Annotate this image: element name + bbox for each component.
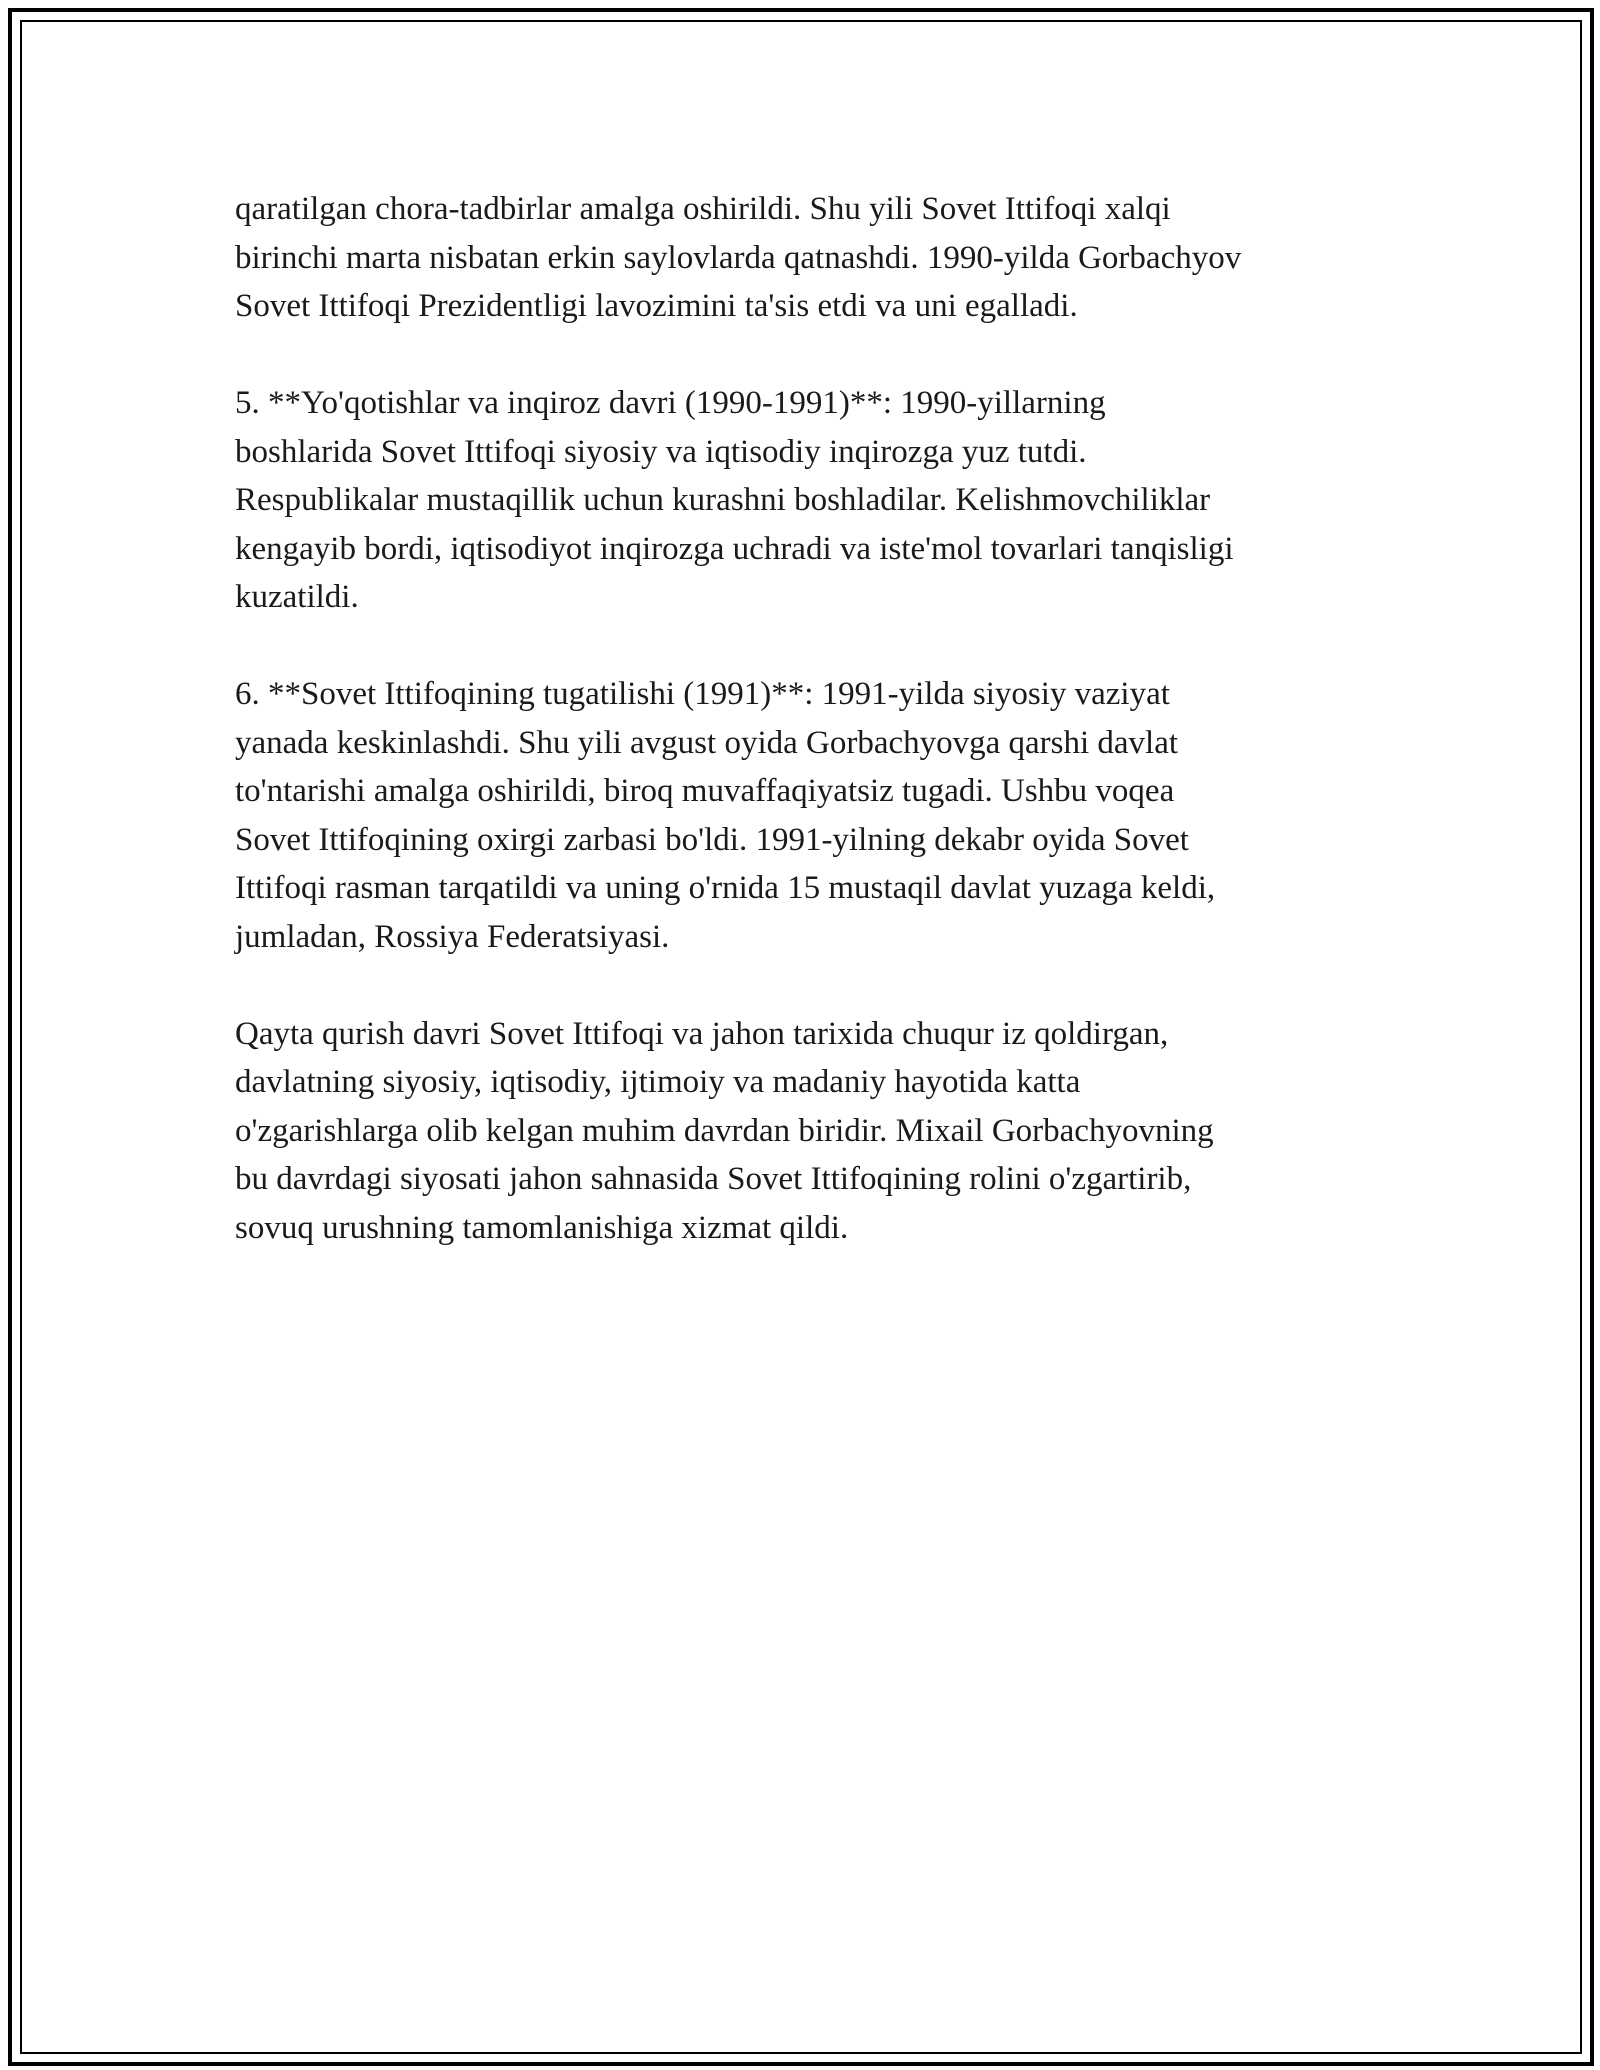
paragraph-reforms-continuation: qaratilgan chora-tadbirlar amalga oshirildi. Shu yili Sovet Ittifoqi xalqi birinchi marta nisbatan erkin saylovlarda qatnashdi. 1990-yilda Gorbachyov Sovet Ittifoqi Prezidentligi lavozimini ta'sis etdi va uni egalladi. [235,191,1242,324]
paragraph-conclusion: Qayta qurish davri Sovet Ittifoqi va jahon tarixida chuqur iz qoldirgan, davlatning siyosiy, iqtisodiy, ijtimoiy va madaniy hayotida katta o'zgarishlarga olib kelgan muhim davrdan biridir. Mixail Gorbachyovning bu davrdagi siyosati jahon sahnasida Sovet Ittifoqining rolini o'zgartirib, sovuq urushning tamomlanishiga xizmat qildi. [235,1015,1214,1246]
paragraph-dissolution: 6. **Sovet Ittifoqining tugatilishi (1991)**: 1991-yilda siyosiy vaziyat yanada keskinlashdi. Shu yili avgust oyida Gorbachyovga qarshi davlat to'ntarishi amalga oshirildi, biroq muvaffaqiyatsiz tugadi. Ushbu voqea Sovet Ittifoqining oxirgi zarbasi bo'ldi. 1991-yilning dekabr oyida Sovet Ittifoqi rasman tarqatildi va uning o'rnida 15 mustaqil davlat yuzaga keldi, jumladan, Rossiya Federatsiyasi. [235,676,1216,955]
paragraph-losses-and-crisis: 5. **Yo'qotishlar va inqiroz davri (1990-1991)**: 1990-yillarning boshlarida Sovet Ittifoqi siyosiy va iqtisodiy inqirozga yuz tutdi. Respublikalar mustaqillik uchun kurashni boshladilar. Kelishmovchiliklar kengayib bordi, iqtisodiyot inqirozga uchradi va iste'mol tovarlari tanqisligi kuzatildi. [235,385,1234,615]
document-body [235,185,1365,1301]
